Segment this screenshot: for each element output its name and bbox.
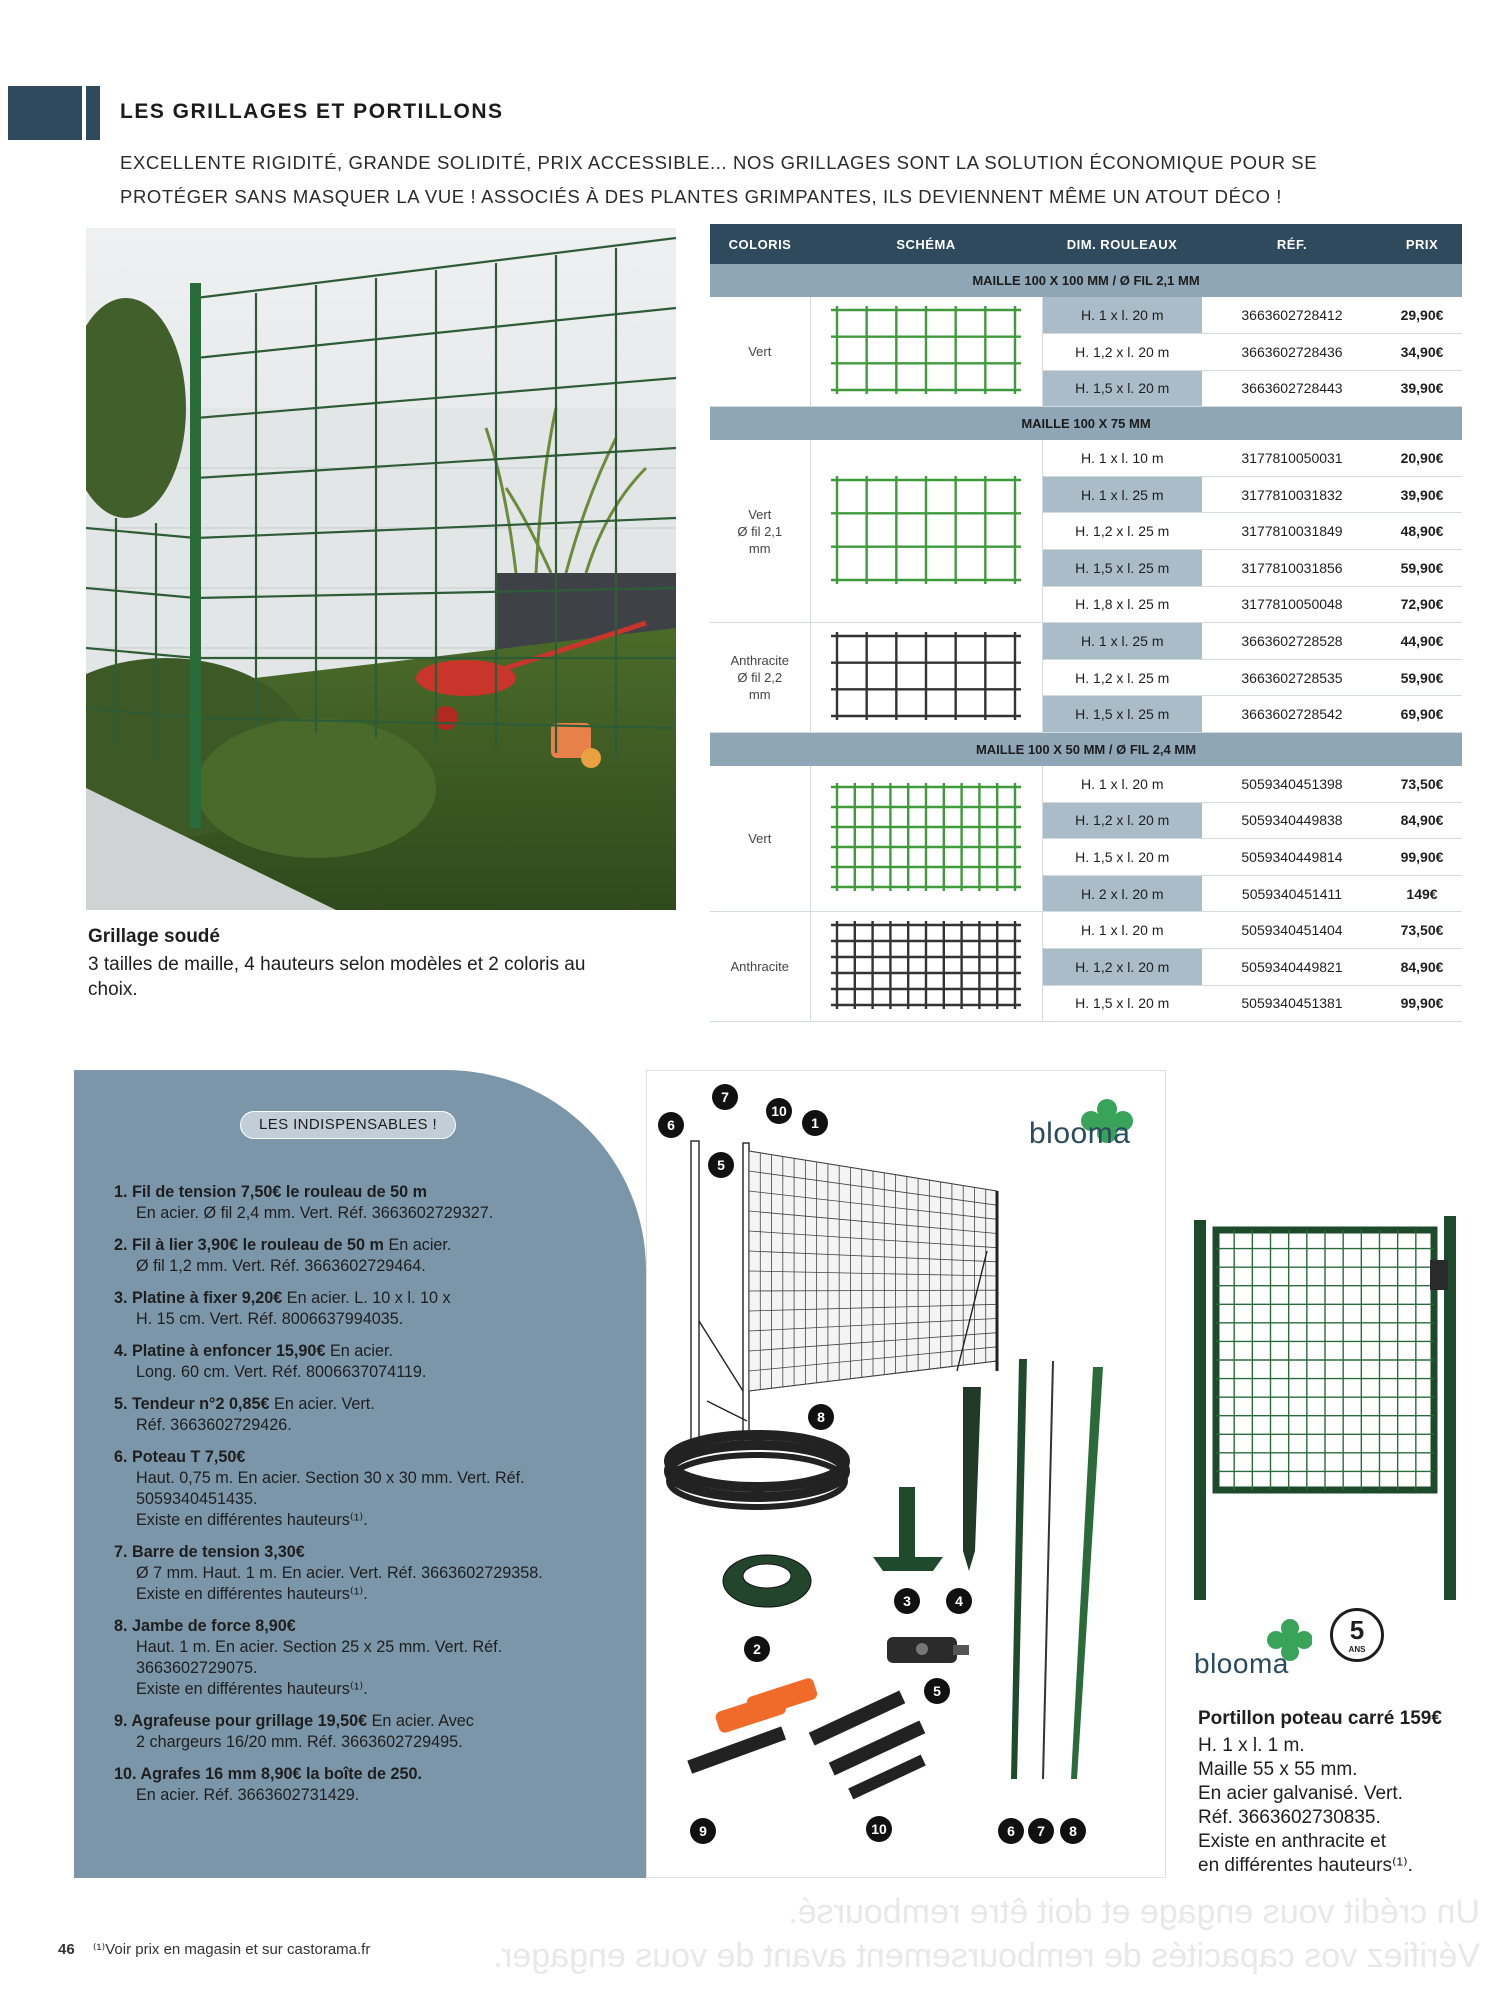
essentials-item-desc: En acier. Ø fil 2,4 mm. Vert. Réf. 3663602729327. [136,1204,494,1222]
svg-text:5: 5 [933,1683,941,1699]
reference-cell: 3663602728412 [1202,297,1382,334]
essentials-item-name: 9. Agrafeuse pour grillage 19,50€ [114,1712,368,1730]
show-through-line-1: Un crédit vous engage et doit être remboursé. [788,1893,1480,1931]
number-marker [866,1816,892,1842]
essentials-item-desc: Long. 60 cm. Vert. Réf. 8006637074119. [136,1363,427,1381]
essentials-item-desc: Ø fil 1,2 mm. Vert. Réf. 3663602729464. [136,1257,426,1275]
svg-text:4: 4 [955,1593,963,1609]
number-marker [1060,1818,1086,1844]
section-title: MAILLE 100 X 50 MM / Ø FIL 2,4 MM [710,733,1462,766]
svg-text:8: 8 [1069,1823,1077,1839]
reference-cell: 5059340451411 [1202,875,1382,912]
essentials-item-desc: H. 15 cm. Vert. Réf. 8006637994035. [136,1310,404,1328]
page-title: LES GRILLAGES ET PORTILLONS [120,100,504,123]
price-cell: 29,90€ [1382,297,1462,334]
essentials-item [114,1542,624,1605]
dimension-cell: H. 1,2 x l. 25 m [1042,513,1202,550]
svg-text:6: 6 [667,1117,675,1133]
mesh-schema-icon [831,630,1021,722]
section-title: MAILLE 100 X 75 MM [710,407,1462,440]
essentials-item-name: 6. Poteau T 7,50€ [114,1448,246,1466]
header-accent-bar [8,86,82,140]
mesh-schema-icon [831,474,1021,586]
price-cell: 59,90€ [1382,550,1462,587]
reference-cell: 5059340449814 [1202,839,1382,876]
essentials-item-desc: 2 chargeurs 16/20 mm. Réf. 3663602729495. [136,1733,463,1751]
essentials-item [114,1341,624,1383]
number-marker [744,1636,770,1662]
gate-line-4: Réf. 3663602730835. [1198,1807,1381,1828]
intro-line-2: PROTÉGER SANS MASQUER LA VUE ! ASSOCIÉS À DES PLANTES GRIMPANTES, ILS DEVIENNENT MÊME UN ATOUT DÉCO ! [120,186,1282,207]
column-header-reference: RÉF. [1202,224,1382,264]
svg-text:9: 9 [699,1823,707,1839]
number-marker [766,1098,792,1124]
wire-coil-large [669,1435,845,1507]
dimension-cell: H. 1,2 x l. 25 m [1042,659,1202,696]
staples [809,1691,926,1800]
reference-cell: 3663602728443 [1202,370,1382,407]
table-row [710,766,1462,803]
posts-and-bars [1011,1359,1103,1779]
essentials-item-name: 10. Agrafes 16 mm 8,90€ la boîte de 250. [114,1765,423,1783]
svg-text:6: 6 [1007,1823,1015,1839]
svg-text:8: 8 [817,1409,825,1425]
dimension-cell: H. 1,2 x l. 20 m [1042,802,1202,839]
dimension-cell: H. 1 x l. 20 m [1042,912,1202,949]
essentials-item [114,1394,624,1436]
svg-text:5: 5 [717,1157,725,1173]
schema-cell [810,912,1042,1022]
footnote: ⁽¹⁾Voir prix en magasin et sur castorama.fr [92,1941,371,1958]
essentials-item [114,1288,624,1330]
product-photo-welded-fence [86,228,676,910]
reference-cell: 3663602728528 [1202,623,1382,660]
price-cell: 84,90€ [1382,802,1462,839]
essentials-item-desc-inline: En acier. [388,1236,452,1254]
essentials-item-note: Existe en différentes hauteurs⁽¹⁾. [136,1511,368,1529]
price-cell: 72,90€ [1382,586,1462,623]
price-cell: 99,90€ [1382,839,1462,876]
accessories-illustration [646,1070,1166,1878]
table-section-row [710,264,1462,297]
essentials-item-desc: Haut. 1 m. En acier. Section 25 x 25 mm. Vert. Réf. 3663602729075. [136,1638,503,1677]
essentials-badge: LES INDISPENSABLES ! [240,1111,456,1139]
reference-cell: 3177810050048 [1202,586,1382,623]
gate-line-2: Maille 55 x 55 mm. [1198,1759,1358,1780]
dimension-cell: H. 1,5 x l. 25 m [1042,696,1202,733]
warranty-badge [1330,1608,1384,1662]
essentials-item-desc: En acier. Réf. 3663602731429. [136,1786,360,1804]
price-cell: 149€ [1382,875,1462,912]
number-marker [808,1404,834,1430]
gate-photo [1190,1210,1470,1600]
dimension-cell: H. 1,5 x l. 20 m [1042,370,1202,407]
table-section-row [710,407,1462,440]
tensioner [887,1637,969,1663]
footer [58,1940,370,1958]
essentials-item-desc: Ø 7 mm. Haut. 1 m. En acier. Vert. Réf. 3663602729358. [136,1564,543,1582]
table-section-row [710,733,1462,766]
price-cell: 73,50€ [1382,766,1462,803]
essentials-item [114,1182,624,1224]
svg-text:3: 3 [903,1593,911,1609]
gate-title: Portillon poteau carré 159€ [1198,1708,1442,1729]
dimension-cell: H. 1,2 x l. 20 m [1042,949,1202,986]
coloris-cell: Vert [710,766,810,912]
price-cell: 39,90€ [1382,476,1462,513]
price-table [710,224,1462,1022]
price-cell: 44,90€ [1382,623,1462,660]
essentials-item-name: 1. Fil de tension 7,50€ le rouleau de 50 m [114,1183,428,1201]
essentials-item [114,1616,624,1700]
number-marker [1028,1818,1054,1844]
page-number: 46 [58,1941,75,1958]
number-marker [924,1678,950,1704]
essentials-item [114,1764,624,1806]
dimension-cell: H. 1 x l. 25 m [1042,476,1202,513]
essentials-item-name: 8. Jambe de force 8,90€ [114,1617,296,1635]
svg-text:7: 7 [721,1089,729,1105]
price-cell: 73,50€ [1382,912,1462,949]
stapler [687,1677,818,1774]
number-marker [894,1588,920,1614]
essentials-item-name: 5. Tendeur n°2 0,85€ [114,1395,270,1413]
column-header-price: PRIX [1382,224,1462,264]
number-marker [712,1084,738,1110]
dimension-cell: H. 1 x l. 20 m [1042,297,1202,334]
reference-cell: 5059340449838 [1202,802,1382,839]
number-marker [802,1110,828,1136]
gate-line-6: en différentes hauteurs⁽¹⁾. [1198,1855,1413,1876]
gate-line-3: En acier galvanisé. Vert. [1198,1783,1403,1804]
number-marker [946,1588,972,1614]
reference-cell: 5059340451398 [1202,766,1382,803]
dimension-cell: H. 1,8 x l. 25 m [1042,586,1202,623]
reference-cell: 3663602728542 [1202,696,1382,733]
mesh-schema-icon [831,304,1021,396]
dimension-cell: H. 1,5 x l. 25 m [1042,550,1202,587]
reference-cell: 3177810031832 [1202,476,1382,513]
number-marker [658,1112,684,1138]
price-cell: 20,90€ [1382,440,1462,477]
reference-cell: 3177810031856 [1202,550,1382,587]
price-cell: 84,90€ [1382,949,1462,986]
table-row [710,297,1462,334]
gate-line-5: Existe en anthracite et [1198,1831,1386,1852]
essentials-item-name: 7. Barre de tension 3,30€ [114,1543,305,1561]
essentials-item-note: Existe en différentes hauteurs⁽¹⁾. [136,1585,368,1603]
show-through-line-2: Vérifiez vos capacités de remboursement avant de vous engager. [493,1937,1480,1975]
section-title: MAILLE 100 X 100 MM / Ø FIL 2,1 MM [710,264,1462,297]
column-header-schema: SCHÉMA [810,224,1042,264]
fixing-plate [873,1487,943,1571]
reference-cell: 5059340451404 [1202,912,1382,949]
svg-text:1: 1 [811,1115,819,1131]
coloris-cell: Anthracite [710,912,810,1022]
essentials-item-desc: Haut. 0,75 m. En acier. Section 30 x 30 mm. Vert. Réf. 5059340451435. [136,1469,525,1508]
dimension-cell: H. 1 x l. 25 m [1042,623,1202,660]
essentials-item [114,1447,624,1531]
intro-text [120,146,1450,214]
photo-caption-title: Grillage soudé [88,926,220,947]
table-row [710,912,1462,949]
reference-cell: 3177810050031 [1202,440,1382,477]
price-table-body [710,264,1462,1022]
photo-caption-text: 3 tailles de maille, 4 hauteurs selon modèles et 2 coloris au choix. [88,954,586,1000]
dimension-cell: H. 1,5 x l. 20 m [1042,985,1202,1022]
essentials-item-desc-inline: En acier. Vert. [274,1395,375,1413]
coloris-cell: Anthracite Ø fil 2,2 mm [710,623,810,733]
mesh-schema-icon [831,781,1021,893]
svg-text:10: 10 [871,1821,887,1837]
essentials-item-name: 4. Platine à enfoncer 15,90€ [114,1342,326,1360]
gate-description [1198,1734,1488,1878]
price-cell: 39,90€ [1382,370,1462,407]
essentials-item-name: 2. Fil à lier 3,90€ le rouleau de 50 m [114,1236,384,1254]
svg-text:7: 7 [1037,1823,1045,1839]
essentials-item [114,1711,624,1753]
dimension-cell: H. 1 x l. 20 m [1042,766,1202,803]
show-through-text [493,1890,1480,1978]
blooma-brand-gate: blooma [1194,1648,1289,1679]
reference-cell: 3663602728535 [1202,659,1382,696]
coloris-cell: Vert [710,297,810,407]
essentials-item-desc-inline: En acier. L. 10 x l. 10 x [286,1289,451,1307]
price-cell: 69,90€ [1382,696,1462,733]
dimension-cell: H. 2 x l. 20 m [1042,875,1202,912]
fence-assembly-drawing [691,1141,997,1443]
number-marker [690,1818,716,1844]
svg-text:10: 10 [771,1103,787,1119]
coloris-cell: Vert Ø fil 2,1 mm [710,440,810,623]
schema-cell [810,297,1042,407]
warranty-number: 5 [1349,1615,1365,1645]
header-accent-bar-thin [86,86,100,140]
intro-line-1: EXCELLENTE RIGIDITÉ, GRANDE SOLIDITÉ, PRIX ACCESSIBLE... NOS GRILLAGES SONT LA SOLUTION ÉCONOMIQUE POUR SE [120,152,1318,173]
schema-cell [810,440,1042,623]
blooma-brand-illustration: blooma [1029,1117,1131,1150]
table-row [710,440,1462,477]
column-header-dimensions: DIM. ROULEAUX [1042,224,1202,264]
price-cell: 99,90€ [1382,985,1462,1022]
svg-text:2: 2 [753,1641,761,1657]
essentials-item-desc-inline: En acier. [329,1342,393,1360]
wire-coil-small [723,1555,811,1607]
price-cell: 48,90€ [1382,513,1462,550]
warranty-unit: ANS [1348,1645,1366,1654]
essentials-list [114,1182,624,1817]
essentials-item-desc: Réf. 3663602729426. [136,1416,292,1434]
reference-cell: 5059340451381 [1202,985,1382,1022]
essentials-item-note: Existe en différentes hauteurs⁽¹⁾. [136,1680,368,1698]
schema-cell [810,766,1042,912]
gate-line-1: H. 1 x l. 1 m. [1198,1735,1305,1756]
reference-cell: 3177810031849 [1202,513,1382,550]
column-header-coloris: COLORIS [710,224,810,264]
schema-cell [810,623,1042,733]
reference-cell: 3663602728436 [1202,334,1382,371]
price-cell: 34,90€ [1382,334,1462,371]
number-marker [708,1152,734,1178]
number-marker [998,1818,1024,1844]
table-row [710,623,1462,660]
mesh-schema-icon [831,919,1021,1011]
price-cell: 59,90€ [1382,659,1462,696]
dimension-cell: H. 1,2 x l. 20 m [1042,334,1202,371]
essentials-item-name: 3. Platine à fixer 9,20€ [114,1289,283,1307]
dimension-cell: H. 1,5 x l. 20 m [1042,839,1202,876]
dimension-cell: H. 1 x l. 10 m [1042,440,1202,477]
reference-cell: 5059340449821 [1202,949,1382,986]
ground-spike [963,1387,981,1571]
essentials-item-desc-inline: En acier. Avec [371,1712,474,1730]
essentials-item [114,1235,624,1277]
table-header-row [710,224,1462,264]
